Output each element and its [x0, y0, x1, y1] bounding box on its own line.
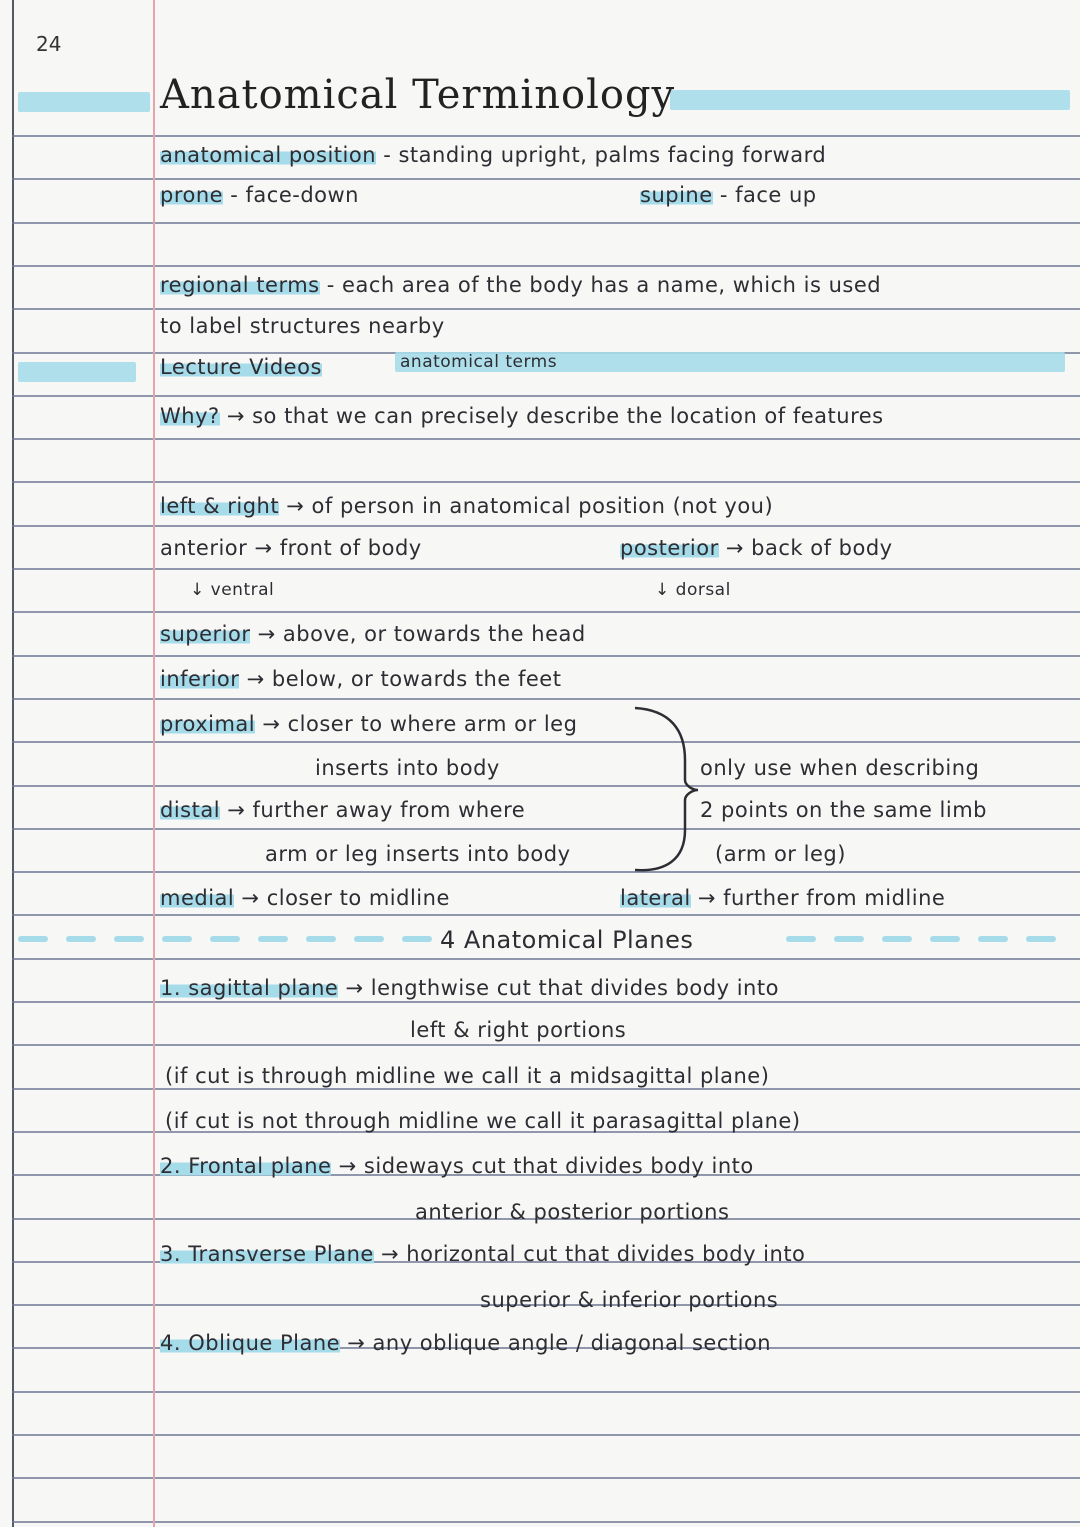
ruled-line: [12, 438, 1080, 440]
note-line: [160, 976, 779, 1000]
note-line: [400, 352, 557, 372]
note-text: 2 points on the same limb: [700, 798, 987, 822]
note-text: - each area of the body has a name, which is used: [319, 273, 882, 297]
note-line: [620, 536, 893, 560]
dashed-highlight: [306, 936, 336, 942]
ruled-line: [12, 1477, 1080, 1479]
note-line: [160, 494, 773, 518]
note-line: [265, 842, 571, 866]
highlighted-term: 3. Transverse Plane: [160, 1242, 374, 1266]
highlighted-term: inferior: [160, 667, 240, 691]
ruled-line: [12, 135, 1080, 137]
note-text: superior & inferior portions: [480, 1288, 779, 1312]
note-text: → lengthwise cut that divides body into: [338, 976, 779, 1000]
note-line: [415, 1200, 729, 1224]
note-text: 4 Anatomical Planes: [440, 926, 694, 954]
dashed-highlight: [18, 936, 48, 942]
note-text: → closer to midline: [234, 886, 450, 910]
note-text: anatomical terms: [400, 352, 558, 372]
highlighted-term: Lecture Videos: [160, 355, 322, 379]
note-line: [165, 1064, 769, 1088]
highlighted-term: left & right: [160, 494, 280, 518]
dashed-highlight: [66, 936, 96, 942]
note-text: anterior → front of body: [160, 536, 422, 560]
note-line: [715, 842, 846, 866]
note-line: [160, 143, 826, 167]
highlighted-term: medial: [160, 886, 235, 910]
dashed-highlight: [402, 936, 432, 942]
ruled-line: [12, 871, 1080, 873]
note-line: [315, 756, 500, 780]
ruled-line: [12, 308, 1080, 310]
ruled-line: [12, 395, 1080, 397]
ruled-line: [12, 914, 1080, 916]
highlighted-term: anatomical position: [160, 143, 377, 167]
brace-icon: [630, 700, 700, 880]
dashed-highlight: [1026, 936, 1056, 942]
note-line: [160, 1331, 771, 1355]
note-line: [165, 1109, 801, 1133]
note-line: [480, 1288, 778, 1312]
note-text: → above, or towards the head: [250, 622, 586, 646]
note-line: [410, 1018, 626, 1042]
dashed-highlight: [162, 936, 192, 942]
ruled-line: [12, 741, 1080, 743]
margin-highlight: [18, 92, 150, 112]
dashed-highlight: [978, 936, 1008, 942]
ruled-line: [12, 655, 1080, 657]
note-line: [160, 712, 577, 736]
ruled-line: [12, 1001, 1080, 1003]
highlighted-term: prone: [160, 183, 224, 207]
page-number: 24: [36, 32, 62, 56]
note-text: (if cut is through midline we call it a midsagittal plane): [165, 1064, 770, 1088]
highlighted-term: 4. Oblique Plane: [160, 1331, 341, 1355]
note-line: [160, 314, 445, 338]
highlighted-term: regional terms: [160, 273, 320, 297]
note-text: - face-down: [223, 183, 359, 207]
highlighted-term: supine: [640, 183, 713, 207]
note-text: to label structures nearby: [160, 314, 445, 338]
ruled-line: [12, 222, 1080, 224]
ruled-line: [12, 785, 1080, 787]
note-line: [160, 1242, 805, 1266]
note-text: → any oblique angle / diagonal section: [340, 1331, 772, 1355]
dashed-highlight: [114, 936, 144, 942]
dashed-highlight: [834, 936, 864, 942]
page-title: Anatomical Terminology: [160, 72, 676, 118]
ruled-line: [12, 525, 1080, 527]
note-text: → back of body: [718, 536, 893, 560]
note-text: arm or leg inserts into body: [265, 842, 571, 866]
note-text: (arm or leg): [715, 842, 846, 866]
note-line: [160, 183, 359, 207]
note-text: only use when describing: [700, 756, 980, 780]
note-text: → below, or towards the feet: [239, 667, 562, 691]
note-line: [160, 273, 881, 297]
note-line: [160, 798, 525, 822]
note-text: → sideways cut that divides body into: [331, 1154, 754, 1178]
dashed-highlight: [786, 936, 816, 942]
highlighted-term: distal: [160, 798, 221, 822]
note-text: anterior & posterior portions: [415, 1200, 730, 1224]
ruled-line: [12, 1044, 1080, 1046]
highlighted-term: lateral: [620, 886, 691, 910]
note-text: ↓ dorsal: [655, 580, 731, 600]
ruled-line: [12, 265, 1080, 267]
note-line: [160, 622, 586, 646]
note-text: → horizontal cut that divides body into: [373, 1242, 806, 1266]
note-line: [655, 580, 731, 600]
note-text: (if cut is not through midline we call it parasagittal plane): [165, 1109, 801, 1133]
note-text: - face up: [712, 183, 817, 207]
dashed-highlight: [258, 936, 288, 942]
margin-line: [153, 0, 155, 1527]
margin-highlight: [18, 362, 136, 382]
note-text: - standing upright, palms facing forward: [376, 143, 827, 167]
note-text: → of person in anatomical position (not you): [279, 494, 774, 518]
note-line: [640, 183, 817, 207]
ruled-line: [12, 1434, 1080, 1436]
highlighted-term: 1. sagittal plane: [160, 976, 339, 1000]
ruled-line: [12, 698, 1080, 700]
ruled-line: [12, 1391, 1080, 1393]
highlighted-term: superior: [160, 622, 251, 646]
highlighted-term: posterior: [620, 536, 719, 560]
note-text: → further from midline: [690, 886, 946, 910]
note-line: [700, 798, 987, 822]
ruled-line: [12, 958, 1080, 960]
dashed-highlight: [354, 936, 384, 942]
note-text: → closer to where arm or leg: [255, 712, 578, 736]
note-line: [160, 355, 322, 379]
note-line: [160, 667, 561, 691]
note-text: ↓ ventral: [190, 580, 275, 600]
ruled-line: [12, 568, 1080, 570]
highlighted-term: 2. Frontal plane: [160, 1154, 332, 1178]
note-line: [160, 1154, 754, 1178]
note-text: → so that we can precisely describe the location of features: [219, 404, 884, 428]
dashed-highlight: [930, 936, 960, 942]
ruled-line: [12, 828, 1080, 830]
note-line: [160, 404, 884, 428]
note-line: [160, 536, 422, 560]
note-line: [160, 886, 450, 910]
page-edge: [12, 0, 14, 1527]
title-highlight: [670, 90, 1070, 110]
note-line: [700, 756, 979, 780]
ruled-line: [12, 1521, 1080, 1523]
ruled-line: [12, 611, 1080, 613]
ruled-line: [12, 481, 1080, 483]
note-line: [440, 926, 693, 954]
note-line: [190, 580, 274, 600]
note-line: [620, 886, 945, 910]
dashed-highlight: [882, 936, 912, 942]
highlighted-term: proximal: [160, 712, 256, 736]
ruled-line: [12, 178, 1080, 180]
note-text: left & right portions: [410, 1018, 627, 1042]
highlighted-term: Why?: [160, 404, 220, 428]
dashed-highlight: [210, 936, 240, 942]
note-text: → further away from where: [220, 798, 526, 822]
note-text: inserts into body: [315, 756, 500, 780]
